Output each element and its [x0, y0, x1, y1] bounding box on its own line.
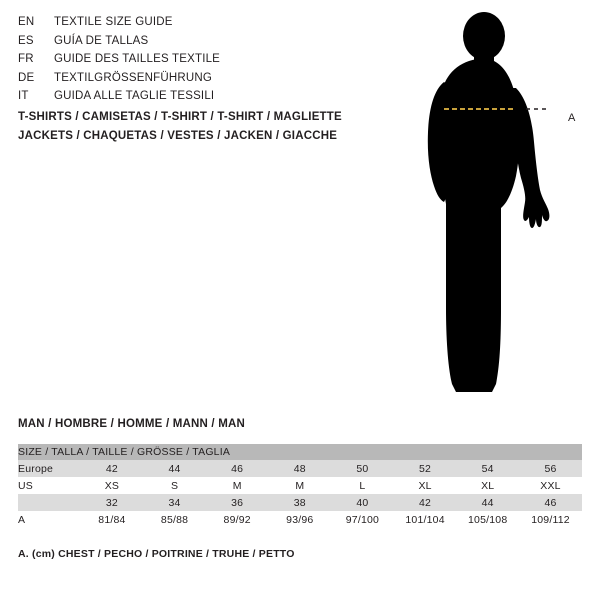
- cell: XL: [394, 477, 457, 494]
- cell: 42: [394, 494, 457, 511]
- language-code: EN: [18, 16, 35, 28]
- language-title: GUIDA ALLE TAGLIE TESSILI: [54, 90, 215, 102]
- cell: 46: [519, 494, 582, 511]
- language-code: FR: [18, 53, 34, 65]
- language-title: TEXTILE SIZE GUIDE: [54, 16, 173, 28]
- list-item: [18, 90, 398, 109]
- table-header-label: SIZE / TALLA / TAILLE / GRÖSSE / TAGLIA: [18, 444, 582, 460]
- language-code: ES: [18, 34, 34, 47]
- cell: 85/88: [143, 511, 206, 528]
- language-title-list: [18, 16, 398, 109]
- row-label: US: [18, 477, 81, 494]
- table-row: [18, 477, 582, 494]
- cell: 40: [331, 494, 394, 511]
- category-tshirts: T-SHIRTS / CAMISETAS / T-SHIRT / T-SHIRT / MAGLIETTE: [18, 111, 342, 123]
- cell: L: [331, 477, 394, 494]
- cell: 93/96: [269, 511, 332, 528]
- garment-category-list: [18, 111, 342, 148]
- male-silhouette-figure: [400, 8, 600, 408]
- cell: 101/104: [394, 511, 457, 528]
- cell: 81/84: [81, 511, 144, 528]
- cell: 89/92: [206, 511, 269, 528]
- row-label: [18, 494, 81, 511]
- cell: 42: [81, 460, 144, 477]
- cell: M: [206, 477, 269, 494]
- cell: 48: [269, 460, 332, 477]
- language-title: GUÍA DE TALLAS: [54, 34, 149, 47]
- chest-marker-label: A: [568, 112, 576, 124]
- cell: 54: [456, 460, 519, 477]
- cell: S: [143, 477, 206, 494]
- silhouette-icon: [400, 8, 600, 408]
- row-label: A: [18, 511, 81, 528]
- cell: 46: [206, 460, 269, 477]
- cell: 38: [269, 494, 332, 511]
- cell: 34: [143, 494, 206, 511]
- table-row: [18, 460, 582, 477]
- gender-heading: MAN / HOMBRE / HOMME / MANN / MAN: [18, 418, 246, 430]
- cell: 97/100: [331, 511, 394, 528]
- table-row: [18, 494, 582, 511]
- cell: 44: [143, 460, 206, 477]
- cell: 52: [394, 460, 457, 477]
- cell: 56: [519, 460, 582, 477]
- list-item: [18, 16, 398, 35]
- cell: XXL: [519, 477, 582, 494]
- list-item: [18, 53, 398, 72]
- cell: 32: [81, 494, 144, 511]
- language-code: DE: [18, 71, 35, 84]
- size-table-wrapper: [18, 444, 582, 528]
- cell: 50: [331, 460, 394, 477]
- cell: 105/108: [456, 511, 519, 528]
- cell: 44: [456, 494, 519, 511]
- cell: M: [269, 477, 332, 494]
- list-item: [18, 72, 398, 91]
- language-title: GUIDE DES TAILLES TEXTILE: [54, 53, 221, 65]
- language-code: IT: [18, 90, 29, 102]
- cell: XL: [456, 477, 519, 494]
- measurement-legend: A. (cm) CHEST / PECHO / POITRINE / TRUHE / PETTO: [18, 548, 295, 560]
- row-label: Europe: [18, 460, 81, 477]
- list-item: [18, 35, 398, 54]
- cell: XS: [81, 477, 144, 494]
- size-table: [18, 444, 582, 528]
- cell: 36: [206, 494, 269, 511]
- cell: 109/112: [519, 511, 582, 528]
- language-title: TEXTILGRÖSSENFÜHRUNG: [54, 71, 212, 84]
- table-row: [18, 511, 582, 528]
- table-header-row: [18, 444, 582, 460]
- category-jackets: JACKETS / CHAQUETAS / VESTES / JACKEN / GIACCHE: [18, 129, 338, 142]
